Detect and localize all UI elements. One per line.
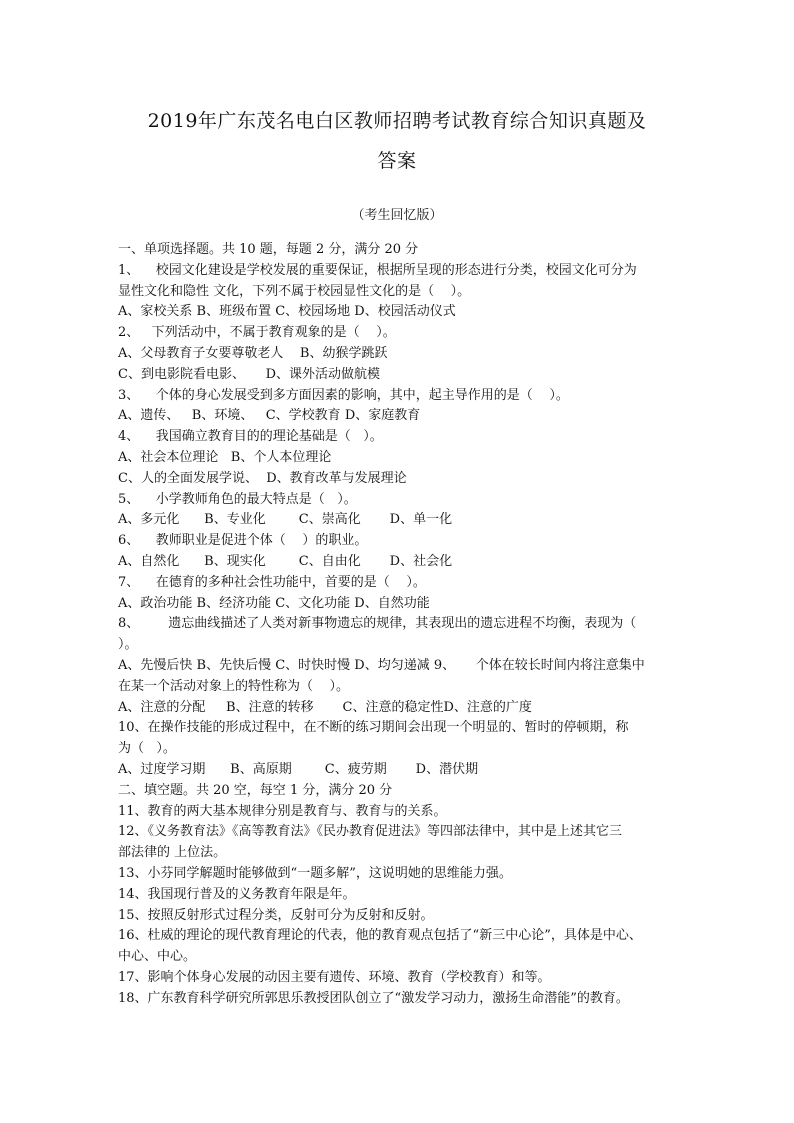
question-text: 3、 个体的身心发展受到多方面因素的影响，其中，起主导作用的是（ ）。	[118, 387, 569, 403]
answer-options: A、注意的分配 B、注意的转移 C、注意的稳定性D、注意的广度	[118, 699, 532, 715]
question-text: 8、 遗忘曲线描述了人类对新事物遗忘的规律，其表现出的遗忘进程不均衡，表现为（	[118, 616, 637, 632]
answer-options: A、自然化 B、现实化 C、自由化 D、社会化	[118, 553, 453, 569]
section-heading: 二、填空题。共 20 空，每空 1 分，满分 20 分	[118, 782, 393, 798]
document-subtitle: （考生回忆版）	[351, 208, 443, 223]
question-text: 16、杜威的理论的现代教育理论的代表，他的教育观点包括了“新三中心论”，具体是中心、	[118, 928, 642, 944]
answer-options: A、父母教育子女要尊敬老人 B、幼猴学跳跃	[118, 345, 388, 361]
answer-options: A、先慢后快 B、先快后慢 C、时快时慢 D、均匀递减 9、 个体在较长时间内将注意集中	[118, 657, 645, 673]
document-title-line-1: 2019年广东茂名电白区教师招聘考试教育综合知识真题及	[147, 110, 647, 132]
question-text: 1、 校园文化建设是学校发展的重要保证，根据所呈现的形态进行分类，校园文化可分为	[118, 262, 637, 278]
question-text: 显性文化和隐性 文化，下列不属于校园显性文化的是（ ）。	[118, 283, 471, 299]
question-text: 18、广东教育科学研究所郭思乐教授团队创立了“激发学习动力，激扬生命潜能”的教育。	[118, 990, 629, 1006]
answer-options: C、到电影院看电影、 D、课外活动做航模	[118, 366, 381, 382]
question-text: 17、影响个体身心发展的动因主要有遗传、环境、教育（学校教育）和等。	[118, 969, 551, 985]
answer-options: A、政治功能 B、经济功能 C、文化功能 D、自然功能	[118, 595, 430, 611]
question-text: 中心、中心。	[118, 949, 197, 965]
question-text: 10、在操作技能的形成过程中，在不断的练习期间会出现一个明显的、暂时的停顿期，称	[118, 720, 629, 736]
question-text: 14、我国现行普及的义务教育年限是年。	[118, 886, 356, 902]
answer-options: A、多元化 B、专业化 C、崇高化 D、单一化	[118, 512, 453, 528]
answer-options: A、遗传、 B、环境、 C、学校教育 D、家庭教育	[118, 408, 421, 424]
question-text: 为（ ）。	[118, 741, 176, 757]
question-text: 13、小芬同学解题时能够做到“一题多解”，这说明她的思维能力强。	[118, 865, 512, 881]
question-text: 在某一个活动对象上的特性称为（ ）。	[118, 678, 350, 694]
question-text: 部法律的 上位法。	[118, 845, 227, 861]
question-text: 11、教育的两大基本规律分别是教育与、教育与的关系。	[118, 803, 447, 819]
section-heading: 一、单项选择题。共 10 题，每题 2 分，满分 20 分	[118, 242, 419, 257]
document-body	[118, 240, 678, 1009]
question-text: 6、 教师职业是促进个体（ ）的职业。	[118, 533, 368, 549]
question-text: 12、《义务教育法》《高等教育法》《民办教育促进法》等四部法律中，其中是上述其它三	[118, 824, 623, 840]
question-text: 15、按照反射形式过程分类，反射可分为反射和反射。	[118, 907, 434, 923]
question-text: 2、 下列活动中，不属于教育观象的是（ ）。	[118, 325, 396, 341]
question-text: 4、 我国确立教育目的的理论基础是（ ）。	[118, 429, 383, 445]
answer-options: A、家校关系 B、班级布置 C、校园场地 D、校园活动仪式	[118, 304, 456, 320]
question-text: 7、 在德育的多种社会性功能中，首要的是（ ）。	[118, 574, 426, 590]
document-title-line-2: 答案	[377, 150, 417, 172]
answer-options: C、人的全面发展学说、 D、教育改革与发展理论	[118, 470, 407, 486]
answer-options: A、社会本位理论 B、个人本位理论	[118, 449, 332, 465]
question-text: 5、 小学教师角色的最大特点是（ ）。	[118, 491, 357, 507]
answer-options: A、过度学习期 B、高原期 C、疲劳期 D、潜伏期	[118, 761, 479, 777]
question-text: ）。	[118, 637, 138, 653]
